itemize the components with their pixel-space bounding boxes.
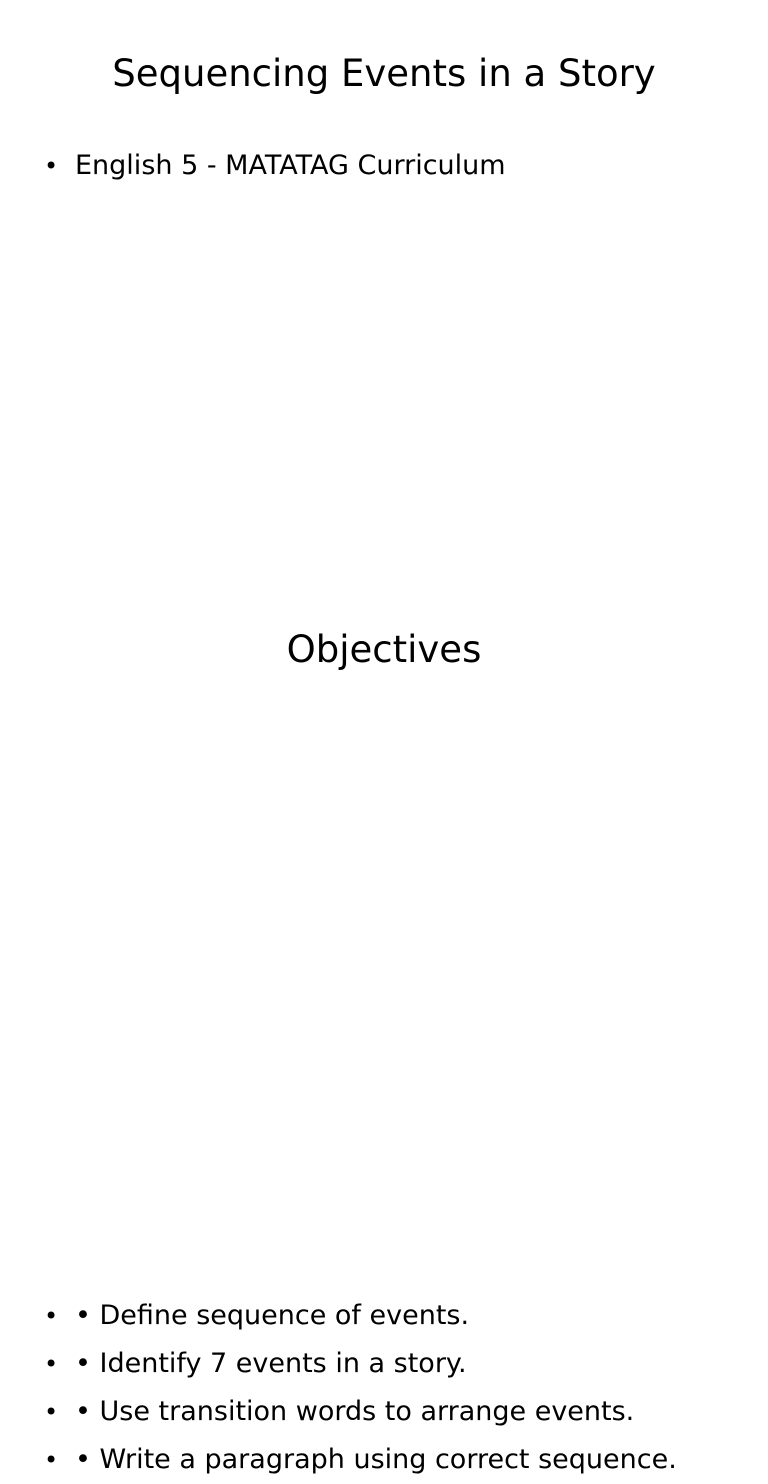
bullet-list bbox=[44, 1292, 677, 1484]
bullet-list bbox=[44, 142, 506, 190]
slide-title: Sequencing Events in a Story bbox=[112, 52, 656, 95]
bullet-text: • Use transition words to arrange events. bbox=[75, 1396, 635, 1427]
bullet-text: • Define sequence of events. bbox=[75, 1300, 470, 1331]
bullet-icon: • bbox=[44, 152, 59, 180]
slide-title-page bbox=[0, 0, 768, 576]
bullet-icon: • bbox=[44, 1350, 59, 1378]
bullet-text: English 5 - MATATAG Curriculum bbox=[75, 150, 506, 181]
bullet-item bbox=[44, 1436, 677, 1484]
bullet-text: • Identify 7 events in a story. bbox=[75, 1348, 467, 1379]
bullet-item bbox=[44, 1292, 677, 1340]
bullet-item bbox=[44, 1340, 677, 1388]
bullet-icon: • bbox=[44, 1302, 59, 1330]
bullet-icon: • bbox=[44, 1446, 59, 1474]
bullet-item bbox=[44, 1388, 677, 1436]
bullet-item bbox=[44, 142, 506, 190]
slide-title: Objectives bbox=[286, 628, 482, 671]
bullet-text: • Write a paragraph using correct sequence. bbox=[75, 1444, 677, 1475]
slide-objectives bbox=[0, 576, 768, 1475]
bullet-icon: • bbox=[44, 1398, 59, 1426]
